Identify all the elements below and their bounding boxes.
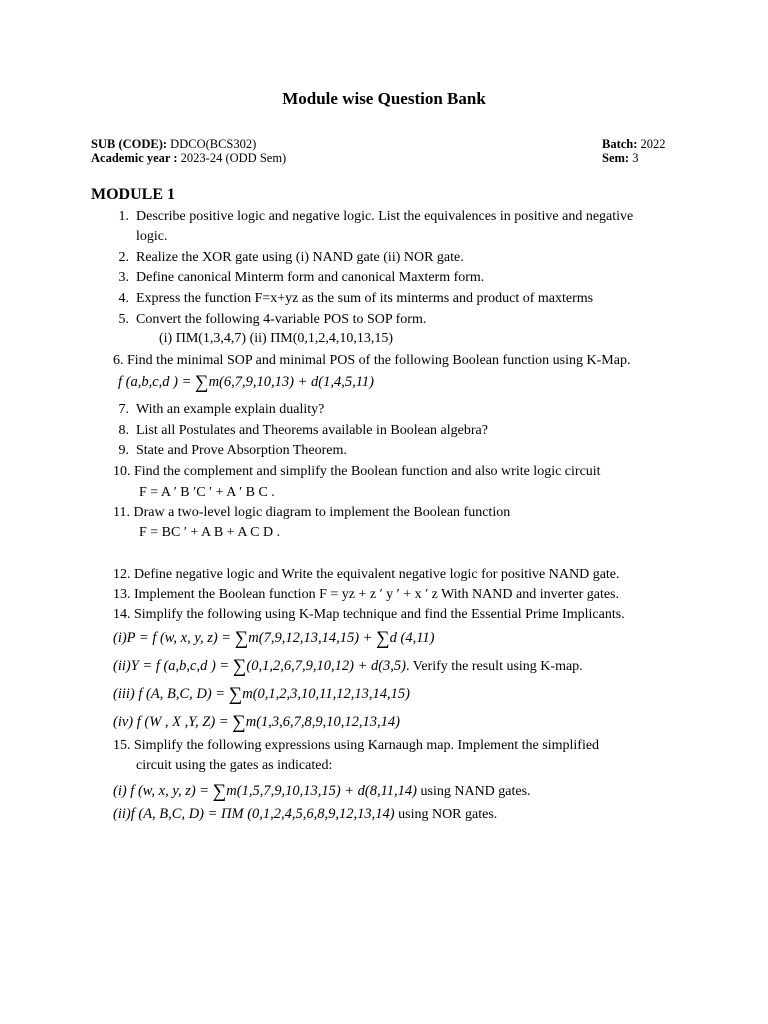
- question-text: Realize the XOR gate using (i) NAND gate (ii) NOR gate.: [136, 250, 464, 265]
- expression-rhs: m(0,1,2,3,10,11,12,13,14,15): [242, 686, 410, 702]
- question-5-parts: (i) ΠM(1,3,4,7) (ii) ΠM(0,1,2,4,10,13,15): [159, 331, 394, 346]
- question-number: 8.: [118, 423, 129, 438]
- question-number: 5.: [118, 312, 129, 327]
- question-number: 7.: [118, 402, 129, 417]
- expression-lhs: f (a,b,c,d ) =: [118, 374, 196, 390]
- question-13: 13. Implement the Boolean function F = yz + z ′ y ′ + x ′ z With NAND and inverter gates.: [113, 587, 619, 602]
- question-10-expression: F = A ′ B ′C ′ + A ′ B C .: [139, 485, 275, 500]
- expression-rhs: (0,1,2,6,7,9,10,12) + d(3,5): [246, 658, 407, 674]
- question-15-part-ii: [113, 806, 497, 823]
- question-15-continued: circuit using the gates as indicated:: [136, 758, 333, 773]
- question-12: 12. Define negative logic and Write the equivalent negative logic for positive NAND gate.: [113, 567, 620, 582]
- page-title: Module wise Question Bank: [282, 89, 486, 108]
- semester: [602, 151, 638, 166]
- summation-symbol: ∑: [195, 372, 209, 393]
- question-10: 10. Find the complement and simplify the Boolean function and also write logic circuit: [113, 464, 601, 479]
- question-11: 11. Draw a two-level logic diagram to implement the Boolean function: [113, 505, 511, 520]
- summation-symbol: ∑: [232, 712, 246, 733]
- expression-middle: m(7,9,12,13,14,15) +: [248, 630, 377, 646]
- question-14-part-i: [113, 630, 434, 647]
- expression-rhs: m(6,7,9,10,13) + d(1,4,5,11): [208, 374, 374, 390]
- question-5: [105, 311, 426, 328]
- question-6: 6. Find the minimal SOP and minimal POS of the following Boolean function using K-Map.: [113, 353, 631, 368]
- question-3: [105, 269, 484, 286]
- expression-note: using NOR gates.: [394, 807, 498, 822]
- question-7: [105, 401, 324, 418]
- question-text: Describe positive logic and negative logic. List the equivalences in positive and negative: [136, 209, 634, 224]
- expression-lhs: (iii) f (A, B,C, D) =: [113, 686, 229, 702]
- semester-value: 3: [629, 151, 639, 165]
- question-number: 2.: [118, 250, 129, 265]
- question-14-part-iii: [113, 686, 410, 703]
- expression-lhs: (ii)f (A, B,C, D) = ΠM (0,1,2,4,5,6,8,9,12,13,14): [113, 806, 395, 822]
- question-8: [105, 422, 488, 439]
- module-heading: MODULE 1: [91, 186, 175, 203]
- academic-year-value: 2023-24 (ODD Sem): [177, 151, 287, 165]
- question-1: [105, 208, 633, 225]
- subject-code-label: SUB (CODE):: [91, 137, 168, 151]
- question-number: 1.: [118, 209, 129, 224]
- expression-note: using NAND gates.: [417, 784, 531, 799]
- expression-lhs: (i)P = f (w, x, y, z) =: [113, 630, 235, 646]
- summation-symbol: ∑: [228, 684, 243, 705]
- expression-lhs: (i) f (w, x, y, z) =: [113, 783, 213, 799]
- question-text: Define canonical Minterm form and canonical Maxterm form.: [136, 270, 485, 285]
- academic-year-label: Academic year :: [91, 151, 178, 165]
- question-14-part-iv: [113, 714, 400, 731]
- question-15-part-i: [113, 783, 531, 800]
- batch-value: 2022: [637, 137, 666, 151]
- expression-rhs: m(1,3,6,7,8,9,10,12,13,14): [245, 714, 401, 730]
- question-11-expression: F = BC ′ + A B + A C D .: [139, 525, 281, 540]
- summation-symbol: ∑: [376, 628, 390, 649]
- summation-symbol: ∑: [232, 656, 247, 677]
- summation-symbol: ∑: [212, 781, 227, 802]
- expression-lhs: (iv) f (W , X ,Y, Z) =: [113, 714, 233, 730]
- question-14-part-ii: [113, 658, 583, 675]
- summation-symbol: ∑: [234, 628, 249, 649]
- subject-code-value: DDCO(BCS302): [167, 137, 257, 151]
- question-number: 3.: [118, 270, 129, 285]
- question-text: Express the function F=x+yz as the sum of its minterms and product of maxterms: [136, 291, 594, 306]
- semester-label: Sem:: [602, 151, 630, 165]
- question-9: [105, 442, 347, 459]
- subject-code: [91, 137, 256, 152]
- batch-label: Batch:: [602, 137, 638, 151]
- expression-rhs: m(1,5,7,9,10,13,15) + d(8,11,14): [226, 783, 418, 799]
- expression-lhs: (ii)Y = f (a,b,c,d ) =: [113, 658, 233, 674]
- academic-year: [91, 151, 286, 166]
- question-text: List all Postulates and Theorems available in Boolean algebra?: [136, 423, 488, 438]
- batch: [602, 137, 666, 152]
- question-number: 9.: [118, 443, 129, 458]
- question-15: 15. Simplify the following expressions using Karnaugh map. Implement the simplified: [113, 738, 600, 753]
- question-14: 14. Simplify the following using K-Map technique and find the Essential Prime Implicants.: [113, 607, 625, 622]
- question-1-continued: logic.: [136, 229, 168, 244]
- question-text: Convert the following 4-variable POS to SOP form.: [136, 312, 427, 327]
- question-2: [105, 249, 464, 266]
- expression-rhs: d (4,11): [389, 630, 435, 646]
- question-number: 4.: [118, 291, 129, 306]
- expression-note: . Verify the result using K-map.: [406, 659, 583, 674]
- question-4: [105, 290, 593, 307]
- question-text: State and Prove Absorption Theorem.: [136, 443, 347, 458]
- question-text: With an example explain duality?: [136, 402, 325, 417]
- question-6-expression: [118, 374, 374, 391]
